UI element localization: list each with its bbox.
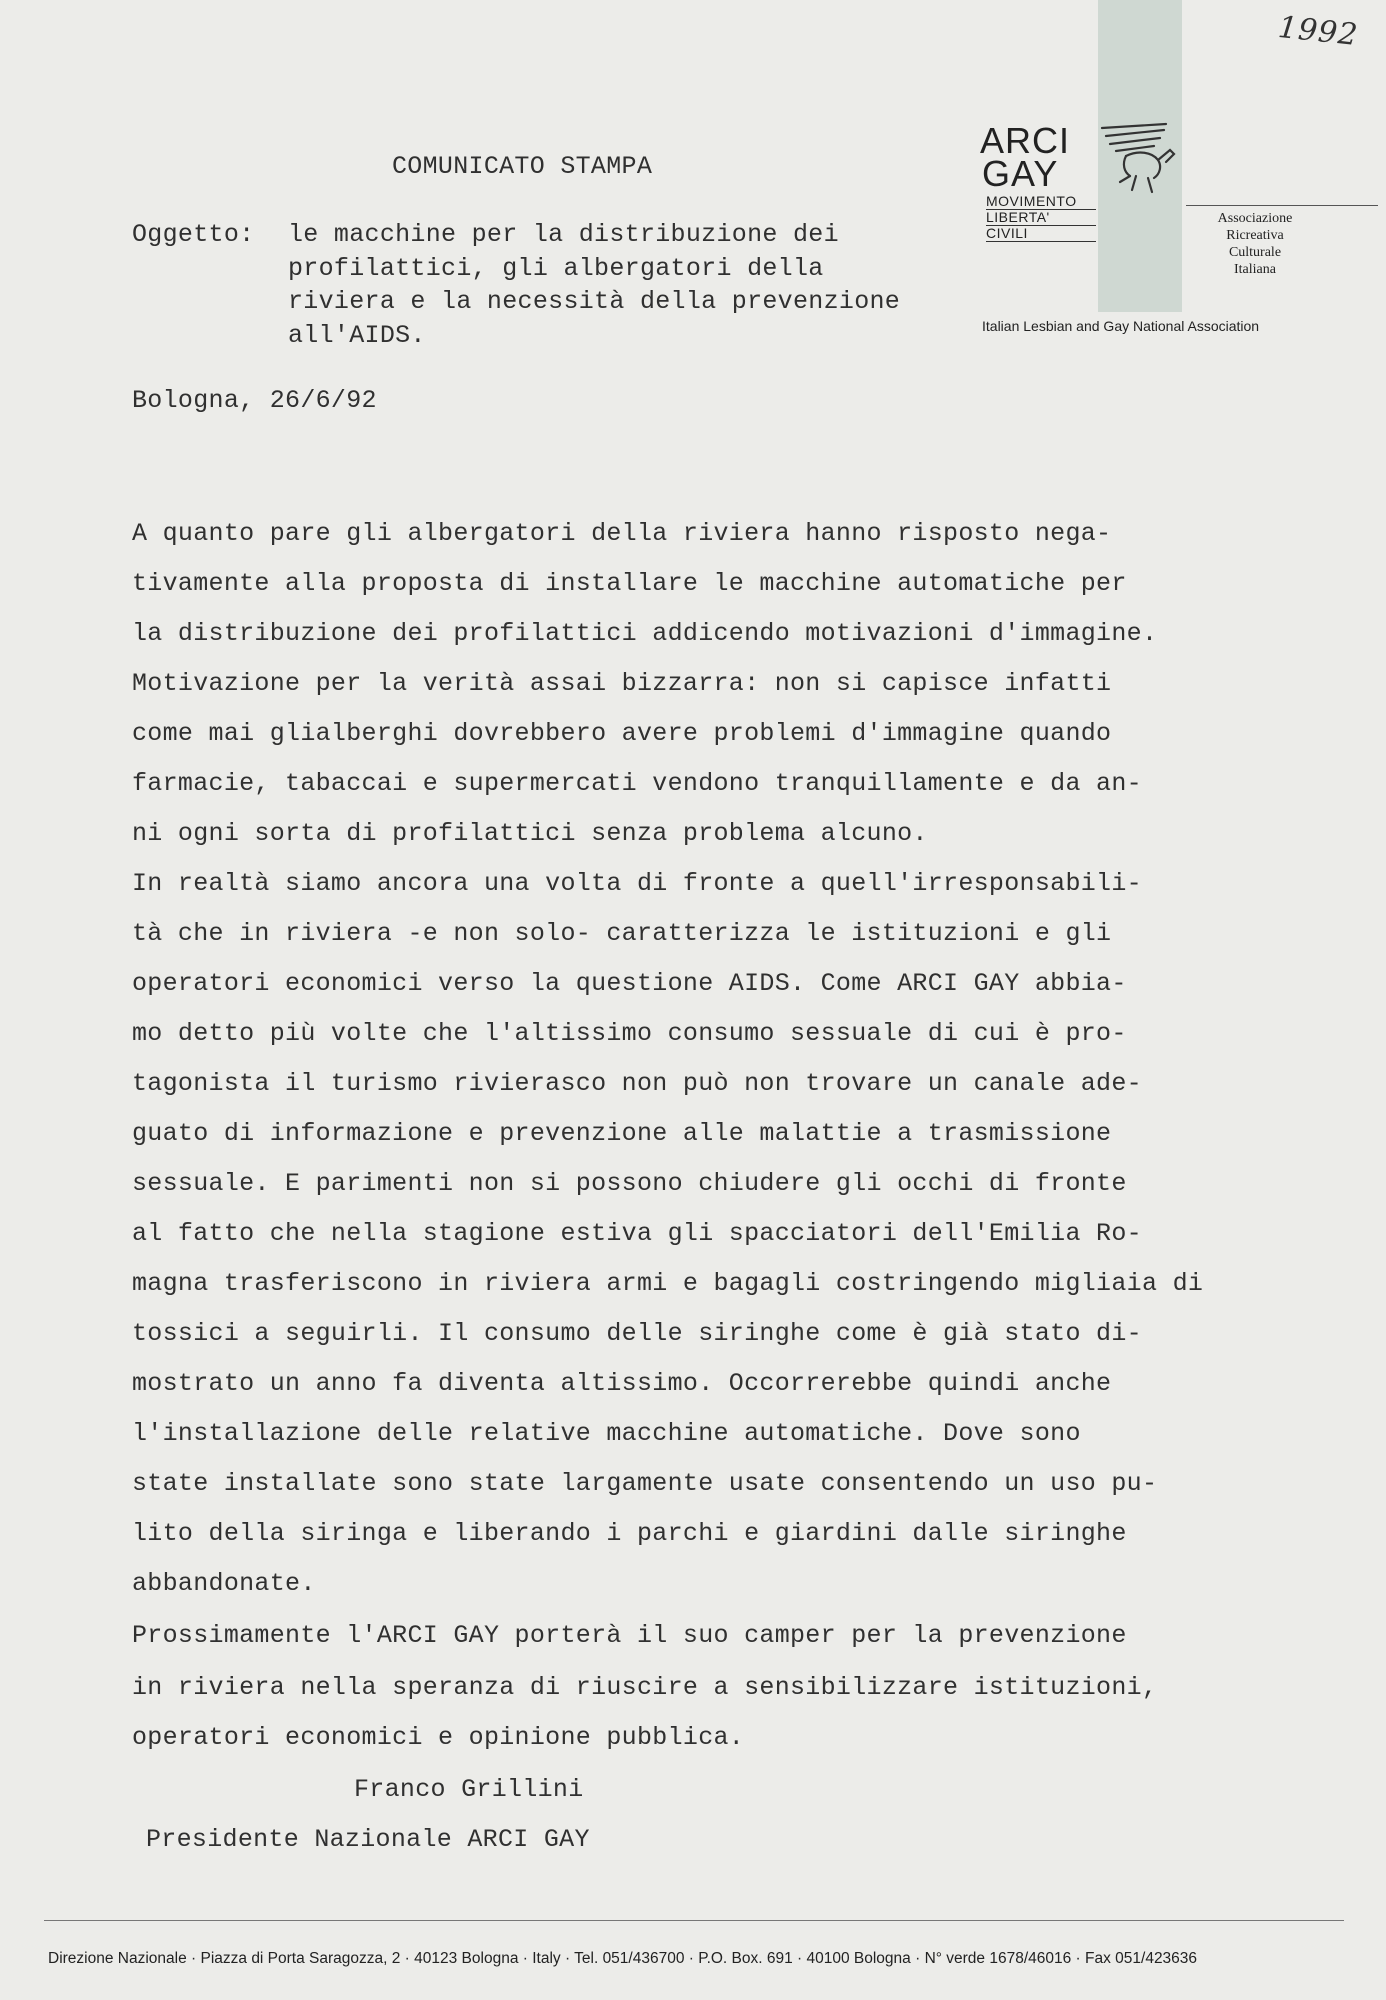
body-line: magna trasferiscono in riviera armi e bagagli costringendo migliaia di [132,1269,1204,1298]
body-line: l'installazione delle relative macchine automatiche. Dove sono [132,1419,1081,1448]
body-line: come mai glialberghi dovrebbero avere problemi d'immagine quando [132,719,1112,748]
body-line: state installate sono state largamente usate consentendo un uso pu- [132,1469,1158,1498]
handwritten-year: 1992 [1276,9,1360,54]
subject-line: riviera e la necessità della prevenzione [288,287,901,316]
body-line: Motivazione per la verità assai bizzarra: non si capisce infatti [132,669,1112,698]
body-line: tà che in riviera -e non solo- caratterizza le istituzioni e gli [132,919,1112,948]
association-line: Culturale [1228,245,1282,260]
logo-civili: CIVILI [986,225,1028,241]
footer-rule [44,1920,1344,1921]
signature-name: Franco Grillini [354,1775,584,1804]
logo-liberta: LIBERTA' [986,209,1050,225]
subject-label: Oggetto: [132,220,255,249]
body-line: ni ogni sorta di profilattici senza problema alcuno. [132,819,928,848]
logo-arci-text: ARCI [980,120,1071,161]
body-line: la distribuzione dei profilattici addicendo motivazioni d'immagine. [132,619,1158,648]
subject-line: le macchine per la distribuzione dei [288,220,839,249]
body-line: lito della siringa e liberando i parchi e giardini dalle siringhe [132,1519,1127,1548]
body-line: In realtà siamo ancora una volta di fronte a quell'irresponsabili- [132,869,1142,898]
body-line: mo detto più volte che l'altissimo consumo sessuale di cui è pro- [132,1019,1127,1048]
body-line: tagonista il turismo rivierasco non può non trovare un canale ade- [132,1069,1142,1098]
body-line: A quanto pare gli albergatori della riviera hanno risposto nega- [132,519,1112,548]
body-line: tivamente alla proposta di installare le macchine automatiche per [132,569,1127,598]
body-line: tossici a seguirli. Il consumo delle siringhe come è già stato di- [132,1319,1142,1348]
body-line: operatori economici verso la questione AIDS. Come ARCI GAY abbia- [132,969,1127,998]
logo-gay-text: GAY [982,153,1059,194]
subject-line: all'AIDS. [288,321,426,350]
date-line: Bologna, 26/6/92 [132,386,377,415]
body-line: in riviera nella speranza di riuscire a sensibilizzare istituzioni, [132,1673,1158,1702]
footer-address: Direzione Nazionale · Piazza di Porta Saragozza, 2 · 40123 Bologna · Italy · Tel. 051/436700 · P.O. Box. 691 · 40100 Bologna · N° verde 1678/46016 · Fax 051/423636 [48,1950,1198,1967]
body-line: al fatto che nella stagione estiva gli spacciatori dell'Emilia Ro- [132,1219,1142,1248]
association-line: Associazione [1217,211,1293,226]
letterhead-rule [1186,205,1378,206]
pegasus-logo-icon [1096,120,1180,198]
logo-movimento: MOVIMENTO [986,193,1077,209]
logo-divider-3 [986,241,1096,242]
body-line: guato di informazione e prevenzione alle malattie a trasmissione [132,1119,1112,1148]
letterhead-tagline: Italian Lesbian and Gay National Association [982,318,1260,334]
body-line: sessuale. E parimenti non si possono chiudere gli occhi di fronte [132,1169,1127,1198]
body-line: operatori economici e opinione pubblica. [132,1723,745,1752]
press-release-title: COMUNICATO STAMPA [392,152,653,181]
signature-role: Presidente Nazionale ARCI GAY [146,1825,590,1854]
subject-line: profilattici, gli albergatori della [288,254,824,283]
association-line: Ricreativa [1226,228,1284,243]
body-line: farmacie, tabaccai e supermercati vendono tranquillamente e da an- [132,769,1142,798]
body-line: Prossimamente l'ARCI GAY porterà il suo camper per la prevenzione [132,1621,1127,1650]
association-line: Italiana [1234,262,1276,277]
association-block [1200,210,1310,278]
body-line: mostrato un anno fa diventa altissimo. Occorrerebbe quindi anche [132,1369,1112,1398]
body-line: abbandonate. [132,1569,316,1598]
